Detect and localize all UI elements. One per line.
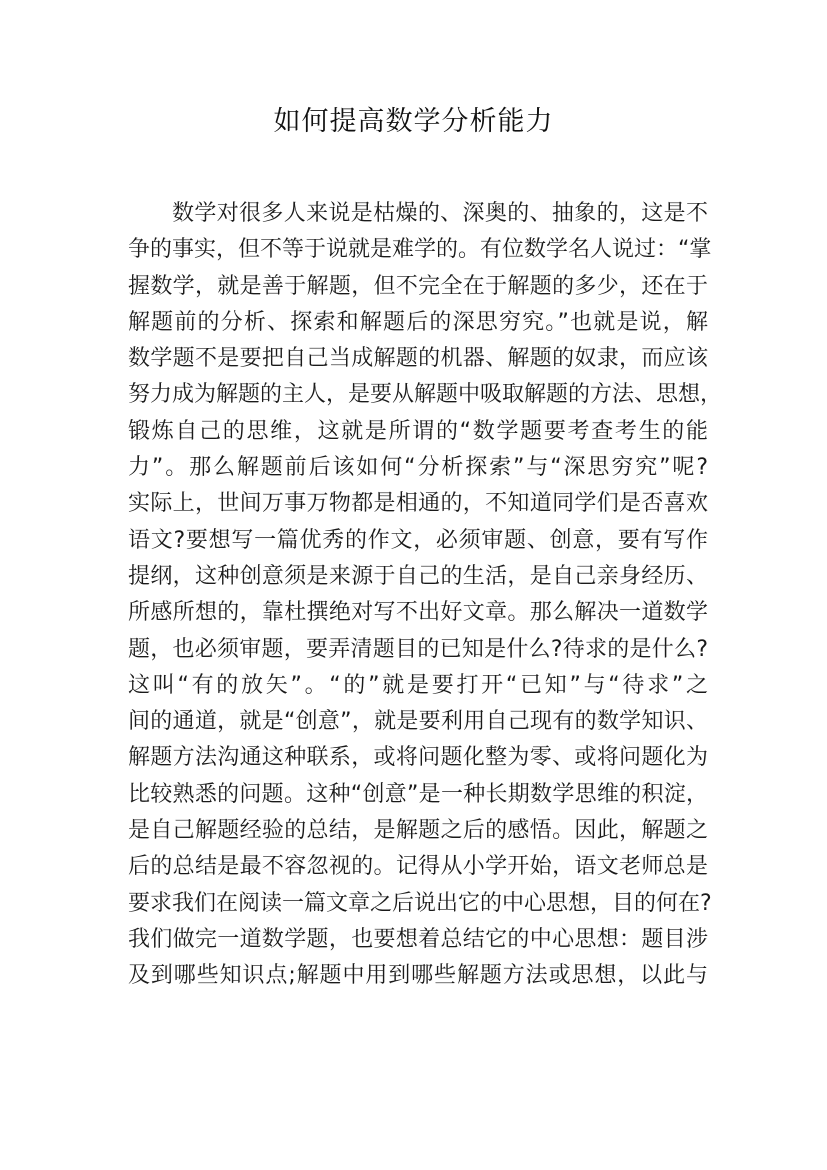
text-line: 这叫“有的放矢”。“的”就是要打开“已知”与“待求”之	[128, 672, 708, 698]
text-line: 解题前的分析、探索和解题后的深思穷究。”也就是说，解	[128, 309, 708, 335]
text-line: 及到哪些知识点;解题中用到哪些解题方法或思想，以此与	[128, 963, 708, 989]
text-line: 握数学，就是善于解题，但不完全在于解题的多少，还在于	[128, 273, 708, 299]
text-line: 锻炼自己的思维，这就是所谓的“数学题要考查考生的能	[128, 418, 708, 444]
text-line: 题，也必须审题，要弄清题目的已知是什么?待求的是什么?	[128, 636, 708, 662]
text-line: 后的总结是最不容忽视的。记得从小学开始，语文老师总是	[128, 854, 708, 880]
document-body	[128, 196, 723, 995]
text-line: 提纲，这种创意须是来源于自己的生活，是自己亲身经历、	[128, 563, 708, 589]
text-line: 数学对很多人来说是枯燥的、深奥的、抽象的，这是不	[172, 201, 708, 226]
text-line: 语文?要想写一篇优秀的作文，必须审题、创意，要有写作	[128, 527, 708, 553]
text-line: 数学题不是要把自己当成解题的机器、解题的奴隶，而应该	[128, 346, 708, 372]
text-line: 实际上，世间万事万物都是相通的，不知道同学们是否喜欢	[128, 491, 708, 517]
document-title: 如何提高数学分析能力	[273, 106, 554, 137]
text-line: 争的事实，但不等于说就是难学的。有位数学名人说过：“掌	[128, 237, 712, 263]
text-line: 解题方法沟通这种联系，或将问题化整为零、或将问题化为	[128, 745, 708, 771]
text-line: 间的通道，就是“创意”，就是要利用自己现有的数学知识、	[128, 709, 708, 735]
text-line: 我们做完一道数学题，也要想着总结它的中心思想：题目涉	[128, 926, 708, 952]
text-line: 是自己解题经验的总结，是解题之后的感悟。因此，解题之	[128, 818, 708, 844]
text-line: 比较熟悉的问题。这种“创意”是一种长期数学思维的积淀，	[128, 781, 708, 807]
text-line: 力”。那么解题前后该如何“分析探索”与“深思穷究”呢?	[128, 455, 708, 481]
text-line: 努力成为解题的主人，是要从解题中吸取解题的方法、思想，	[128, 382, 723, 408]
text-line: 所感所想的，靠杜撰绝对写不出好文章。那么解决一道数学	[128, 600, 708, 626]
text-line: 要求我们在阅读一篇文章之后说出它的中心思想，目的何在?	[128, 890, 712, 916]
